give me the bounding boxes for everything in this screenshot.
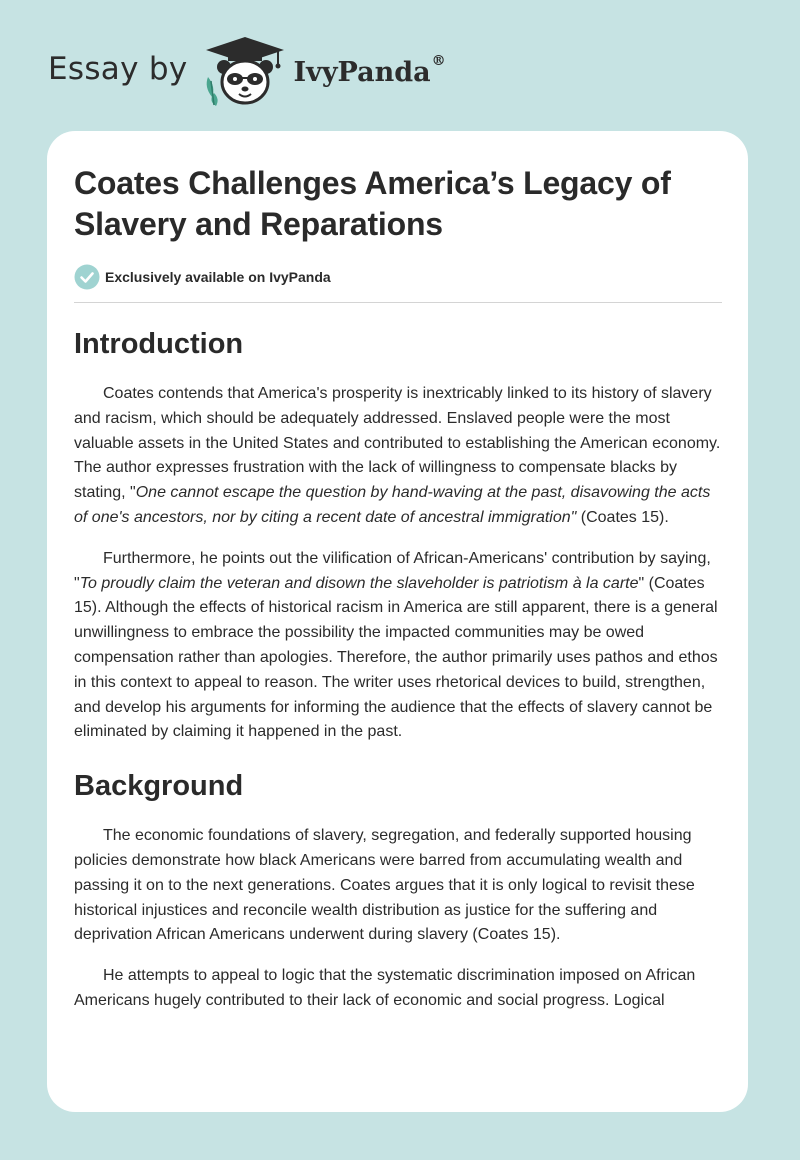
essay-card bbox=[47, 131, 748, 1112]
section-background bbox=[74, 769, 722, 1014]
title-divider bbox=[74, 302, 722, 303]
paragraph: Furthermore, he points out the vilification of African-Americans' contribution by saying, "To proudly claim the veteran and disown the slaveholder is patriotism à la carte" (Coates 15). Although the effects of historical racism in America are still apparent, there is a general unwillingness to embrace the possibility the impacted communities may be owed compensation rather than apologies. Therefore, the author primarily uses pathos and ethos in this context to appeal to reason. The writer uses rhetorical devices to build, strengthen, and develop his arguments for informing the audience that the effects of slavery cannot be eliminated by claiming it happened in the past. bbox=[74, 549, 718, 741]
section-introduction bbox=[74, 327, 722, 745]
paragraph: He attempts to appeal to logic that the systematic discrimination imposed on African Americans hugely contributed to their lack of economic and social progress. Logical bbox=[74, 967, 696, 1009]
brand-name[interactable]: IvyPanda® bbox=[293, 52, 446, 88]
section-heading: Introduction bbox=[74, 328, 244, 360]
exclusive-badge bbox=[74, 264, 722, 290]
paragraph: Coates contends that America's prosperity is inextricably linked to its history of slavery and racism, which should be adequately addressed. Enslaved people were the most valuable assets in the United States and contributed to establishing the American economy. The author expresses frustration with the lack of willingness to compensate blacks by stating, "One cannot escape the question by hand-waving at the past, disavowing the acts of one's ancestors, nor by citing a recent date of ancestral immigration" (Coates 15). bbox=[74, 385, 721, 526]
quote: To proudly claim the veteran and disown the slaveholder is patriotism à la carte bbox=[79, 574, 639, 592]
section-heading: Background bbox=[74, 770, 244, 803]
essay-by-label: Essay by bbox=[48, 51, 188, 87]
essay-title: Coates Challenges America’s Legacy of Slavery and Reparations bbox=[74, 165, 671, 242]
check-circle-icon bbox=[74, 264, 100, 290]
quote: One cannot escape the question by hand-waving at the past, disavowing the acts of one's ancestors, nor by citing a recent date of ancestral immigration" bbox=[74, 484, 711, 526]
site-header bbox=[48, 36, 446, 106]
paragraph: The economic foundations of slavery, segregation, and federally supported housing policies demonstrate how black Americans were barred from accumulating wealth and passing it on to the next generations. Coates argues that it is only logical to revisit these historical injustices and reconcile wealth distribution as justice for the suffering and deprivation African Americans underwent during slavery (Coates 15). bbox=[74, 827, 695, 944]
panda-logo-icon[interactable] bbox=[202, 35, 288, 107]
registered-mark: ® bbox=[431, 52, 446, 69]
exclusive-label: Exclusively available on IvyPanda bbox=[105, 269, 331, 285]
